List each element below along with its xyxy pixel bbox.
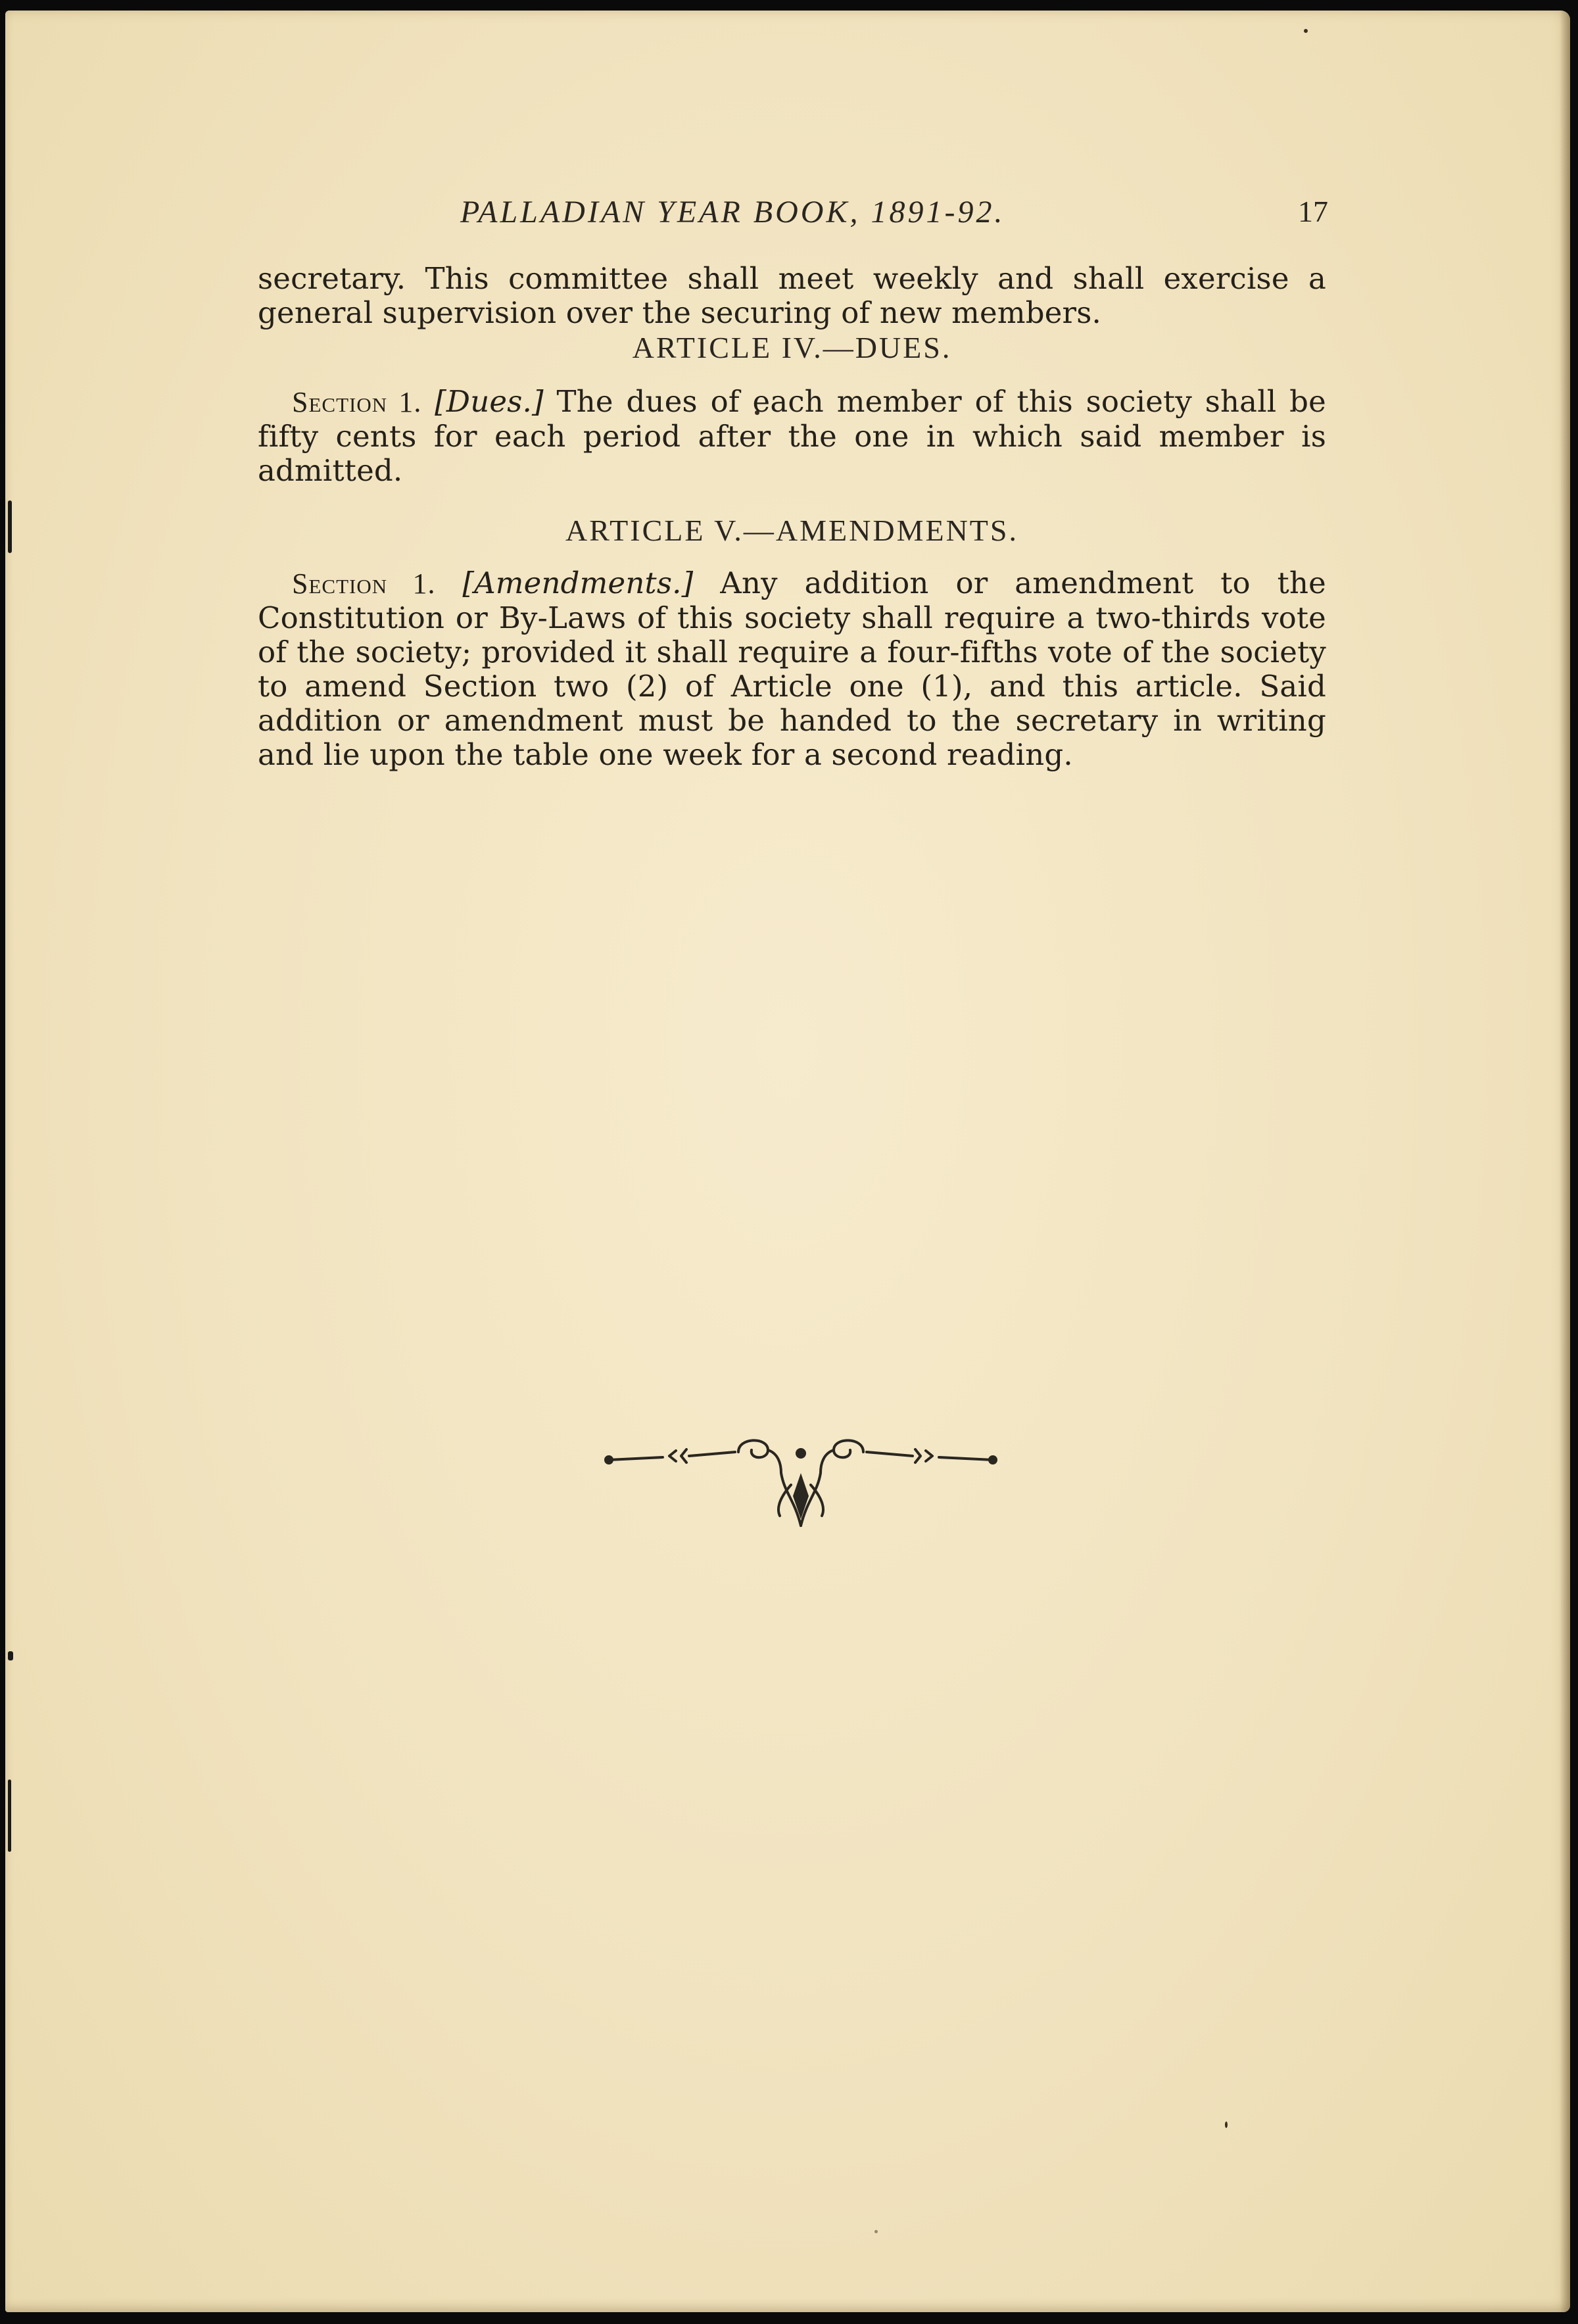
page-number: 17: [1298, 195, 1328, 228]
scroll-flourish-ornament-icon: [604, 1434, 998, 1539]
section-text: The dues of each member of this society shall be fifty cents for each period after the one in which said member is admitted.: [258, 384, 1326, 488]
section-title: [Dues.]: [435, 384, 544, 419]
section-label: Section 1.: [292, 386, 422, 418]
binding-mark: [8, 500, 12, 553]
section-title: [Amendments.]: [462, 566, 694, 600]
page-header: [460, 194, 1328, 233]
article-v-section-1: [258, 566, 1326, 772]
binding-mark: [8, 1779, 11, 1852]
paper-speck: [1225, 2121, 1228, 2128]
binding-mark: [8, 1651, 13, 1660]
paper-speck: [874, 2230, 878, 2233]
paper-speck: [1304, 29, 1308, 33]
article-iv-section-1: [258, 385, 1326, 488]
section-label: Section 1.: [292, 568, 436, 600]
running-head: PALLADIAN YEAR BOOK, 1891-92.: [460, 195, 1005, 230]
article-iv-heading: ARTICLE IV.—DUES.: [632, 331, 952, 364]
continuation-paragraph: secretary. This committee shall meet weekly and shall exercise a general supervision over the securing of new members.: [258, 261, 1326, 330]
binding-marks: [5, 11, 32, 2312]
page-body: [258, 262, 1326, 772]
page-edge-shadow: [1560, 11, 1570, 2312]
article-v-heading: ARTICLE V.—AMENDMENTS.: [565, 514, 1018, 547]
section-text: Any addition or amendment to the Constitution or By-Laws of this society shall require a two-thirds vote of the society; provided it shall require a four-fifths vote of the society to amend Section two (2) of Article one (1), and this article. Said addition or amendment must be handed to the secretary in writing and lie upon the table one week for a second reading.: [258, 566, 1326, 772]
